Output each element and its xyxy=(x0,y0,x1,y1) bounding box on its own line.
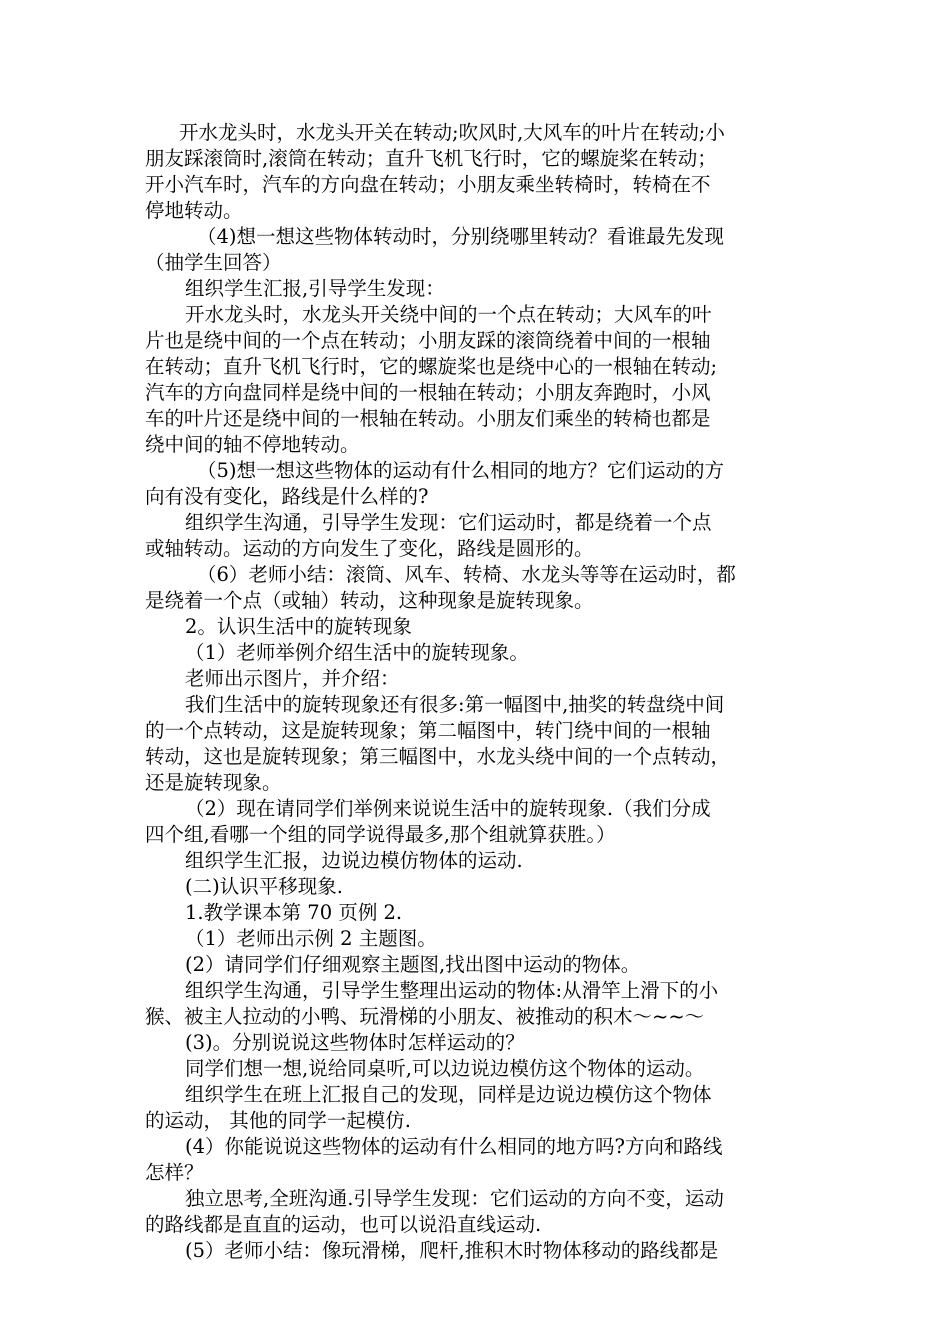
text-line: 向有没有变化，路线是什么样的? xyxy=(145,485,429,508)
text-line: 四个组,看哪一个组的同学说得最多,那个组就算获胜。） xyxy=(145,823,616,846)
text-line: 绕中间的轴不停地转动。 xyxy=(145,433,360,456)
text-line: 2。认识生活中的旋转现象 xyxy=(185,615,412,638)
text-line: 停地转动。 xyxy=(145,199,243,222)
text-line: （抽学生回答） xyxy=(145,251,282,274)
text-line: (3)。分别说说这些物体时怎样运动的？ xyxy=(185,1031,525,1054)
text-line: 独立思考,全班沟通.引导学生发现：它们运动的方向不变，运动 xyxy=(185,1187,724,1210)
text-line: （5)想一想这些物体的运动有什么相同的地方？它们运动的方 xyxy=(197,459,725,482)
text-line: 组织学生汇报，边说边模仿物体的运动. xyxy=(185,849,523,872)
text-line: 开水龙头时，水龙头开关绕中间的一个点在转动；大风车的叶 xyxy=(185,303,712,326)
text-line: 组织学生沟通，引导学生发现：它们运动时，都是绕着一个点 xyxy=(185,511,712,534)
text-line: 组织学生汇报,引导学生发现： xyxy=(185,277,445,300)
text-line: 在转动；直升飞机飞行时，它的螺旋桨也是绕中心的一根轴在转动; xyxy=(145,355,718,378)
text-line: 同学们想一想,说给同桌听,可以边说边模仿这个物体的运动。 xyxy=(185,1057,705,1080)
text-line: 组织学生在班上汇报自己的发现，同样是边说边模仿这个物体 xyxy=(185,1083,712,1106)
text-line: 的一个点转动，这是旋转现象；第二幅图中，转门绕中间的一根轴 xyxy=(145,719,711,742)
text-line: 还是旋转现象。 xyxy=(145,771,282,794)
text-line: 汽车的方向盘同样是绕中间的一根轴在转动；小朋友奔跑时，小风 xyxy=(145,381,711,404)
text-line: 或轴转动。运动的方向发生了变化，路线是圆形的。 xyxy=(145,537,594,560)
text-line: 片也是绕中间的一个点在转动；小朋友踩的滚筒绕着中间的一根轴 xyxy=(145,329,711,352)
text-line: 开小汽车时，汽车的方向盘在转动；小朋友乘坐转椅时，转椅在不 xyxy=(145,173,711,196)
text-line: 转动，这也是旋转现象；第三幅图中，水龙头绕中间的一个点转动， xyxy=(145,745,731,768)
text-line: 的路线都是直直的运动，也可以说沿直线运动. xyxy=(145,1213,542,1236)
text-line: 开水龙头时，水龙头开关在转动;吹风时,大风车的叶片在转动;小 xyxy=(179,121,725,144)
text-line: 我们生活中的旋转现象还有很多:第一幅图中,抽奖的转盘绕中间 xyxy=(185,693,725,716)
text-line: 车的叶片还是绕中间的一根轴在转动。小朋友们乘坐的转椅也都是 xyxy=(145,407,711,430)
document-body xyxy=(145,120,810,1264)
text-line: 的运动， 其他的同学一起模仿. xyxy=(145,1109,411,1132)
text-line: （1）老师举例介绍生活中的旋转现象。 xyxy=(185,641,529,664)
text-line: (2）请同学们仔细观察主题图,找出图中运动的物体。 xyxy=(185,953,641,976)
text-line: (4）你能说说这些物体的运动有什么相同的地方吗?方向和路线 xyxy=(185,1135,723,1158)
text-line: （1）老师出示例 2 主题图。 xyxy=(185,927,437,950)
text-line: (5）老师小结：像玩滑梯，爬杆,推积木时物体移动的路线都是 xyxy=(185,1239,719,1262)
text-line: 组织学生沟通，引导学生整理出运动的物体:从滑竿上滑下的小 xyxy=(185,979,719,1002)
text-line: (二)认识平移现象. xyxy=(185,875,343,898)
text-line: （2）现在请同学们举例来说说生活中的旋转现象.（我们分成 xyxy=(185,797,711,820)
text-line: 老师出示图片，并介绍： xyxy=(185,667,400,690)
text-line: （6）老师小结：滚筒、风车、转椅、水龙头等等在运动时，都 xyxy=(197,563,736,586)
text-line: 1.教学课本第 70 页例 2. xyxy=(185,901,403,924)
text-line: 猴、被主人拉动的小鸭、玩滑梯的小朋友、被推动的积木～~~～ xyxy=(145,1005,705,1028)
text-line: 怎样？ xyxy=(145,1161,204,1184)
text-line: 朋友踩滚筒时,滚筒在转动；直升飞机飞行时，它的螺旋桨在转动； xyxy=(145,147,717,170)
text-line: 是绕着一个点（或轴）转动，这种现象是旋转现象。 xyxy=(145,589,594,612)
text-line: （4)想一想这些物体转动时，分别绕哪里转动？看谁最先发现 xyxy=(197,225,725,248)
